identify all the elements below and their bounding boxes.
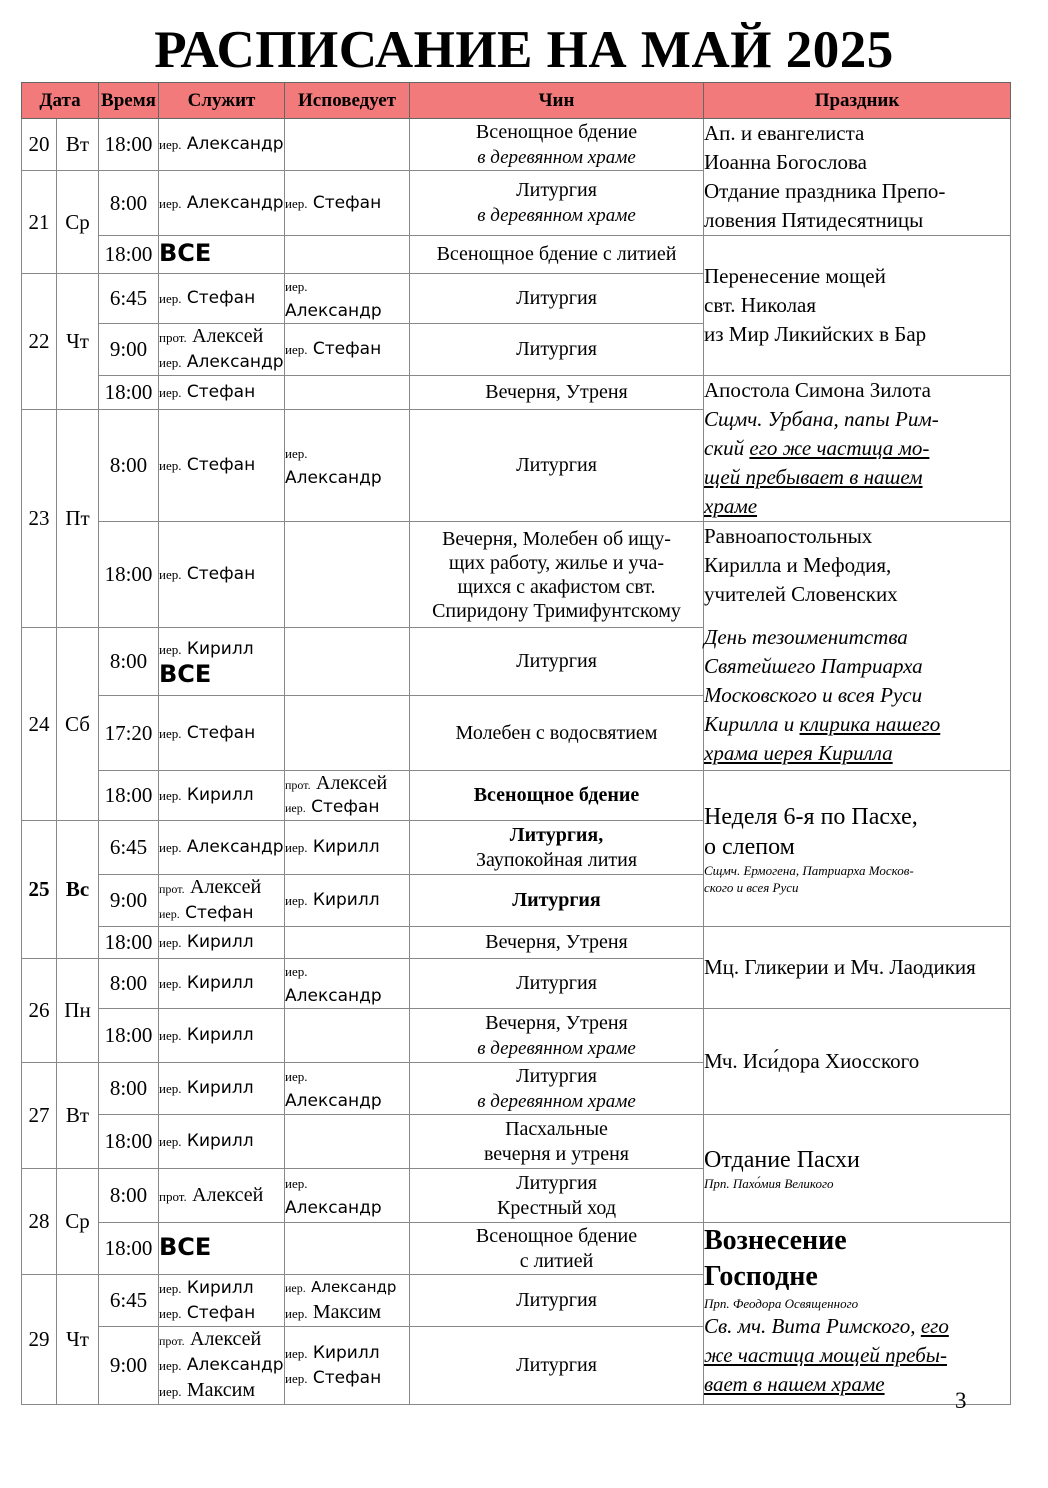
serving-clergy: иер. Стефан	[159, 696, 285, 771]
service-rite: Всенощное бдение с литией	[410, 1223, 704, 1275]
day-number: 26	[22, 959, 57, 1063]
serving-clergy: иер. Стефан	[159, 410, 285, 522]
service-time: 18:00	[99, 119, 159, 171]
service-time: 8:00	[99, 410, 159, 522]
serving-clergy: прот. Алексей иер. Александр	[159, 324, 285, 376]
day-of-week: Чт	[57, 1275, 99, 1405]
serving-clergy: иер. Стефан	[159, 274, 285, 324]
service-rite: Литургия	[410, 274, 704, 324]
service-rite: Всенощное бдение в деревянном храме	[410, 119, 704, 171]
confessing-clergy: иер. Александр	[285, 410, 410, 522]
service-rite: Всенощное бдение	[410, 771, 704, 821]
service-time: 18:00	[99, 771, 159, 821]
header-rite: Чин	[410, 83, 704, 119]
day-of-week: Вс	[57, 821, 99, 959]
confessing-clergy	[285, 628, 410, 696]
serving-clergy: иер. Александр	[159, 119, 285, 171]
table-row	[22, 236, 1011, 274]
confessing-clergy: иер. Александр	[285, 1063, 410, 1115]
confessing-clergy: иер. Стефан	[285, 171, 410, 236]
feast-cell: Равноапостольных Кирилла и Мефодия, учителей Словенских День тезоименитства Святейшего Патриарха Московского и всея Руси Кирилла и клирика нашего храма иерея Кирилла	[704, 522, 1011, 771]
feast-cell: Апостола Симона Зилота Сщмч. Урбана, папы Рим- ский его же частица мо- щей пребывает в нашем храме	[704, 376, 1011, 522]
day-of-week: Ср	[57, 171, 99, 274]
feast-cell: Отдание Пасхи Прп. Пахо́мия Великого	[704, 1115, 1011, 1223]
service-rite: Литургия в деревянном храме	[410, 171, 704, 236]
service-time: 8:00	[99, 628, 159, 696]
confessing-clergy: иер. Кирилл	[285, 821, 410, 875]
confessing-clergy	[285, 927, 410, 959]
service-rite: Литургия, Заупокойная лития	[410, 821, 704, 875]
day-of-week: Чт	[57, 274, 99, 410]
feast-cell: Мч. Иси́дора Хиосского	[704, 1009, 1011, 1115]
confessing-clergy: прот. Алексей иер. Стефан	[285, 771, 410, 821]
confessing-clergy	[285, 376, 410, 410]
service-rite: Вечерня, Утреня	[410, 376, 704, 410]
table-row	[22, 522, 1011, 628]
serving-clergy: иер. Александр	[159, 171, 285, 236]
day-number: 23	[22, 410, 57, 628]
service-time: 9:00	[99, 324, 159, 376]
confessing-clergy: иер. Александр иер. Максим	[285, 1275, 410, 1327]
confessing-clergy: иер. Стефан	[285, 324, 410, 376]
page-title: РАСПИСАНИЕ НА МАЙ 2025	[154, 21, 894, 79]
table-row	[22, 927, 1011, 959]
feast-cell: Ап. и евангелиста Иоанна Богослова Отдание праздника Препо- ловения Пятидесятницы	[704, 119, 1011, 236]
header-feast: Праздник	[704, 83, 1011, 119]
service-time: 9:00	[99, 1327, 159, 1405]
service-rite: Литургия	[410, 1327, 704, 1405]
service-rite: Литургия	[410, 410, 704, 522]
confessing-clergy	[285, 1115, 410, 1169]
header-serves: Служит	[159, 83, 285, 119]
service-time: 6:45	[99, 274, 159, 324]
service-time: 8:00	[99, 1063, 159, 1115]
table-row	[22, 376, 1011, 410]
day-of-week: Вт	[57, 1063, 99, 1169]
serving-clergy: иер. Кирилл ВСЕ	[159, 628, 285, 696]
table-row	[22, 1223, 1011, 1275]
service-time: 9:00	[99, 875, 159, 927]
confessing-clergy	[285, 696, 410, 771]
service-time: 18:00	[99, 1223, 159, 1275]
confessing-clergy	[285, 522, 410, 628]
confessing-clergy: иер. Кирилл иер. Стефан	[285, 1327, 410, 1405]
day-of-week: Пн	[57, 959, 99, 1063]
feast-cell: Неделя 6-я по Пасхе, о слепом Сщмч. Ермогена, Патриарха Москов- ского и всея Руси	[704, 771, 1011, 927]
day-number: 20	[22, 119, 57, 171]
table-row	[22, 1009, 1011, 1063]
header-date: Дата	[22, 83, 99, 119]
service-time: 8:00	[99, 1169, 159, 1223]
service-rite: Литургия Крестный ход	[410, 1169, 704, 1223]
serving-clergy: прот. Алексей иер. Александр иер. Максим	[159, 1327, 285, 1405]
service-time: 17:20	[99, 696, 159, 771]
table-row	[22, 119, 1011, 171]
confessing-clergy	[285, 1009, 410, 1063]
service-rite: Молебен с водосвятием	[410, 696, 704, 771]
service-rite: Литургия	[410, 324, 704, 376]
serving-clergy: иер. Стефан	[159, 376, 285, 410]
serving-clergy: ВСЕ	[159, 236, 285, 274]
schedule-table	[21, 82, 1011, 1405]
service-time: 18:00	[99, 927, 159, 959]
service-rite: Литургия	[410, 875, 704, 927]
service-time: 18:00	[99, 1009, 159, 1063]
confessing-clergy: иер. Александр	[285, 959, 410, 1009]
serving-clergy: иер. Кирилл	[159, 927, 285, 959]
table-header-row	[22, 83, 1011, 119]
service-rite: Литургия	[410, 959, 704, 1009]
service-time: 18:00	[99, 236, 159, 274]
confessing-clergy	[285, 236, 410, 274]
serving-clergy: иер. Кирилл	[159, 1063, 285, 1115]
feast-cell: Мц. Гликерии и Мч. Лаодикия	[704, 927, 1011, 1009]
service-time: 18:00	[99, 376, 159, 410]
feast-cell: Вознесение Господне Прп. Феодора Освященного Св. мч. Вита Римского, его же частица мощей пребы- вает в нашем храме	[704, 1223, 1011, 1405]
confessing-clergy: иер. Александр	[285, 1169, 410, 1223]
service-time: 8:00	[99, 171, 159, 236]
day-number: 29	[22, 1275, 57, 1405]
service-rite: Литургия	[410, 1275, 704, 1327]
header-confesses: Исповедует	[285, 83, 410, 119]
service-rite: Всенощное бдение с литией	[410, 236, 704, 274]
table-row	[22, 771, 1011, 821]
serving-clergy: иер. Александр	[159, 821, 285, 875]
table-row	[22, 1115, 1011, 1169]
serving-clergy: прот. Алексей иер. Стефан	[159, 875, 285, 927]
service-time: 6:45	[99, 1275, 159, 1327]
serving-clergy: иер. Кирилл	[159, 959, 285, 1009]
confessing-clergy	[285, 1223, 410, 1275]
serving-clergy: иер. Кирилл	[159, 1009, 285, 1063]
service-rite: Литургия в деревянном храме	[410, 1063, 704, 1115]
serving-clergy: иер. Кирилл иер. Стефан	[159, 1275, 285, 1327]
day-of-week: Ср	[57, 1169, 99, 1275]
serving-clergy: иер. Кирилл	[159, 1115, 285, 1169]
service-time: 18:00	[99, 522, 159, 628]
day-number: 27	[22, 1063, 57, 1169]
confessing-clergy: иер. Кирилл	[285, 875, 410, 927]
service-time: 8:00	[99, 959, 159, 1009]
day-number: 22	[22, 274, 57, 410]
service-rite: Вечерня, Утреня в деревянном храме	[410, 1009, 704, 1063]
feast-cell: Перенесение мощей свт. Николая из Мир Ликийских в Бар	[704, 236, 1011, 376]
service-rite: Пасхальные вечерня и утреня	[410, 1115, 704, 1169]
service-rite: Вечерня, Молебен об ищу- щих работу, жилье и уча- щихся с акафистом свт. Спиридону Тримифунтскому	[410, 522, 704, 628]
service-rite: Литургия	[410, 628, 704, 696]
serving-clergy: прот. Алексей	[159, 1169, 285, 1223]
day-of-week: Вт	[57, 119, 99, 171]
day-number: 25	[22, 821, 57, 959]
day-of-week: Пт	[57, 410, 99, 628]
page-number: 3	[955, 1388, 967, 1413]
serving-clergy: иер. Стефан	[159, 522, 285, 628]
confessing-clergy: иер. Александр	[285, 274, 410, 324]
day-of-week: Сб	[57, 628, 99, 821]
header-time: Время	[99, 83, 159, 119]
service-time: 18:00	[99, 1115, 159, 1169]
day-number: 21	[22, 171, 57, 274]
serving-clergy: ВСЕ	[159, 1223, 285, 1275]
serving-clergy: иер. Кирилл	[159, 771, 285, 821]
day-number: 24	[22, 628, 57, 821]
service-time: 6:45	[99, 821, 159, 875]
service-rite: Вечерня, Утреня	[410, 927, 704, 959]
confessing-clergy	[285, 119, 410, 171]
day-number: 28	[22, 1169, 57, 1275]
